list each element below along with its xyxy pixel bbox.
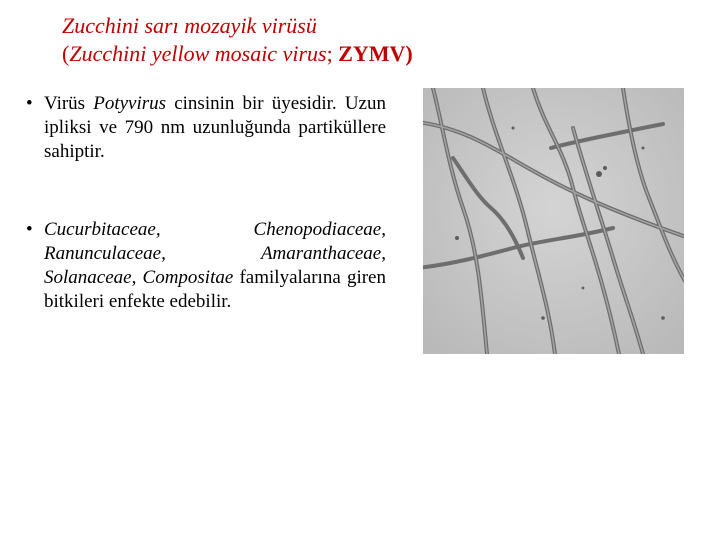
bullet-text-families: Cucurbitaceae, Chenopodiaceae, Ranunculaceae, Amaranthaceae, Solanaceae, Compositae: [44, 219, 386, 288]
slide-title: [62, 12, 662, 68]
bullet-item-families: [24, 218, 386, 314]
title-turkish: Zucchini sarı mozayik virüsü: [62, 13, 317, 38]
title-open-paren: (: [62, 41, 70, 66]
electron-micrograph-image: [423, 88, 684, 354]
title-separator: ;: [326, 41, 339, 66]
bullet-text-suffix: cinsinin bir üyesidir. Uzun ipliksi ve 790 nm uzunluğunda partiküllere sahiptir.: [44, 93, 386, 162]
micrograph-svg: [423, 88, 684, 354]
title-english: [62, 40, 662, 68]
title-latin-name: Zucchini yellow mosaic virus: [69, 41, 327, 66]
bullet-item-genus: [24, 92, 386, 164]
bullet-list: [24, 92, 386, 314]
bullet-dot: •: [26, 219, 33, 240]
bullet-dot: •: [26, 93, 33, 114]
bullet-text-genus: Potyvirus: [93, 93, 167, 114]
bullet-text-suffix: familyalarına giren bitkileri enfekte edebilir.: [44, 267, 386, 312]
title-abbreviation: ZYMV): [338, 41, 413, 66]
bullet-text-prefix: Virüs: [44, 93, 94, 114]
